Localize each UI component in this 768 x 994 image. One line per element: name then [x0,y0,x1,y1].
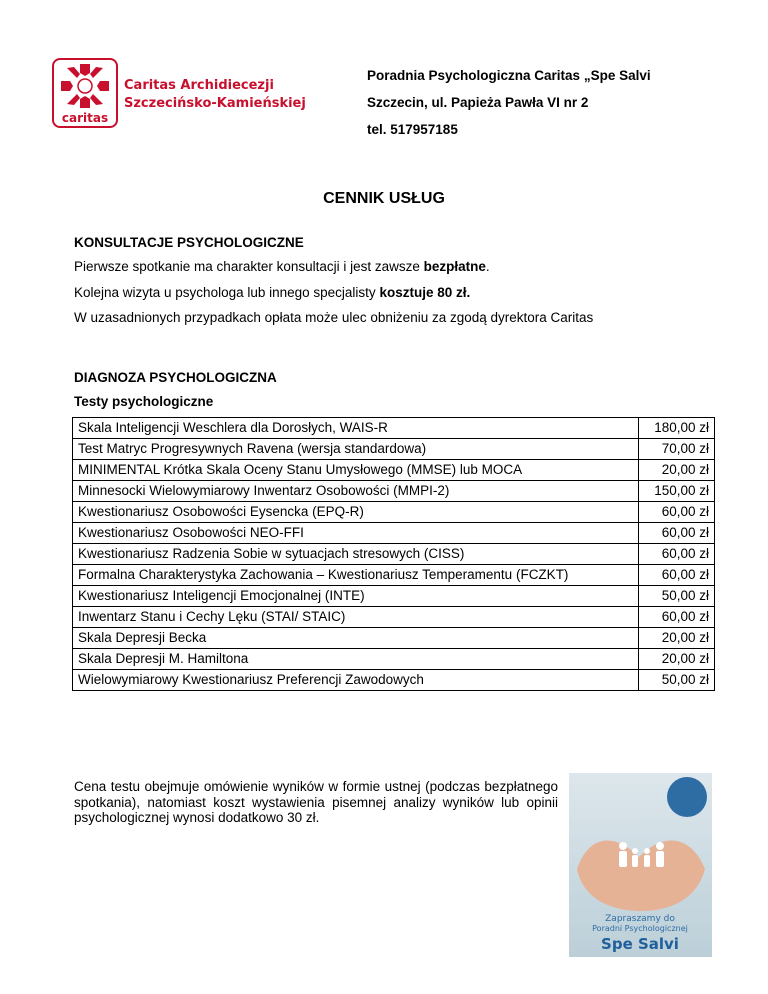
test-price: 50,00 zł [639,586,715,607]
test-price: 60,00 zł [639,523,715,544]
test-row [73,607,715,628]
test-row [73,565,715,586]
org-line2: Szczecińsko-Kamieńskiej [124,96,306,111]
test-row [73,649,715,670]
test-row [73,670,715,691]
price-note: Cena testu obejmuje omówienie wyników w formie ustnej (podczas bezpłatnego spotkania), natomiast koszt wystawienia pisemnej analizy wyników lub opinii psychologicznej wynosi dodatkowo 30 zł. [74,779,558,825]
test-name: Skala Inteligencji Weschlera dla Dorosłych, WAIS-R [73,418,639,439]
poster-line-1: Zapraszamy do [605,914,675,924]
poster-line-2: Poradni Psychologicznej [592,924,688,933]
test-row [73,502,715,523]
test-name: Inwentarz Stanu i Cechy Lęku (STAI/ STAIC) [73,607,639,628]
test-row [73,481,715,502]
organization-name [124,77,306,113]
test-name: Kwestionariusz Radzenia Sobie w sytuacjach stresowych (CISS) [73,544,639,565]
test-price: 50,00 zł [639,670,715,691]
test-row [73,628,715,649]
page-title: CENNIK USŁUG [323,190,445,207]
test-row [73,523,715,544]
clinic-phone: tel. 517957185 [367,122,458,137]
clinic-name: Poradnia Psychologiczna Caritas „Spe Salvi [367,68,651,83]
test-name: Kwestionariusz Osobowości NEO-FFI [73,523,639,544]
test-name: Skala Depresji M. Hamiltona [73,649,639,670]
test-name: MINIMENTAL Krótka Skala Oceny Stanu Umysłowego (MMSE) lub MOCA [73,460,639,481]
test-price: 60,00 zł [639,502,715,523]
consultations-line-2: Kolejna wizyta u psychologa lub innego specjalisty kosztuje 80 zł. [74,284,471,300]
test-price: 70,00 zł [639,439,715,460]
clinic-address: Szczecin, ul. Papieża Pawła VI nr 2 [367,95,589,110]
test-row [73,460,715,481]
diagnosis-heading: DIAGNOZA PSYCHOLOGICZNA [74,370,277,385]
consultations-line-3: W uzasadnionych przypadkach opłata może ulec obniżeniu za zgodą dyrektora Caritas [74,310,594,325]
test-price: 60,00 zł [639,544,715,565]
logo-word: caritas [61,111,109,125]
test-row [73,586,715,607]
test-name: Skala Depresji Becka [73,628,639,649]
test-name: Wielowymiarowy Kwestionariusz Preferencji Zawodowych [73,670,639,691]
contact-block [367,62,651,143]
consultations-line-1: Pierwsze spotkanie ma charakter konsultacji i jest zawsze bezpłatne. [74,259,490,274]
test-row [73,544,715,565]
test-price: 180,00 zł [639,418,715,439]
test-name: Formalna Charakterystyka Zachowania – Kwestionariusz Temperamentu (FCZKT) [73,565,639,586]
price-table [72,417,715,691]
test-name: Minnesocki Wielowymiarowy Inwentarz Osobowości (MMPI-2) [73,481,639,502]
consultations-heading: KONSULTACJE PSYCHOLOGICZNE [74,235,304,250]
test-price: 20,00 zł [639,649,715,670]
org-line1: Caritas Archidiecezji [124,78,274,93]
tests-subheading: Testy psychologiczne [74,394,214,409]
test-name: Kwestionariusz Osobowości Eysencka (EPQ-R) [73,502,639,523]
test-price: 150,00 zł [639,481,715,502]
test-price: 20,00 zł [639,628,715,649]
test-row [73,418,715,439]
poster-line-3: Spe Salvi [601,935,679,953]
spe-salvi-poster [569,773,712,957]
test-row [73,439,715,460]
test-price: 60,00 zł [639,607,715,628]
consultations-section [74,232,593,331]
test-name: Test Matryc Progresywnych Ravena (wersja standardowa) [73,439,639,460]
test-name: Kwestionariusz Inteligencji Emocjonalnej (INTE) [73,586,639,607]
caritas-logo [52,58,118,128]
test-price: 60,00 zł [639,565,715,586]
diagnosis-headings [74,366,277,414]
test-price: 20,00 zł [639,460,715,481]
